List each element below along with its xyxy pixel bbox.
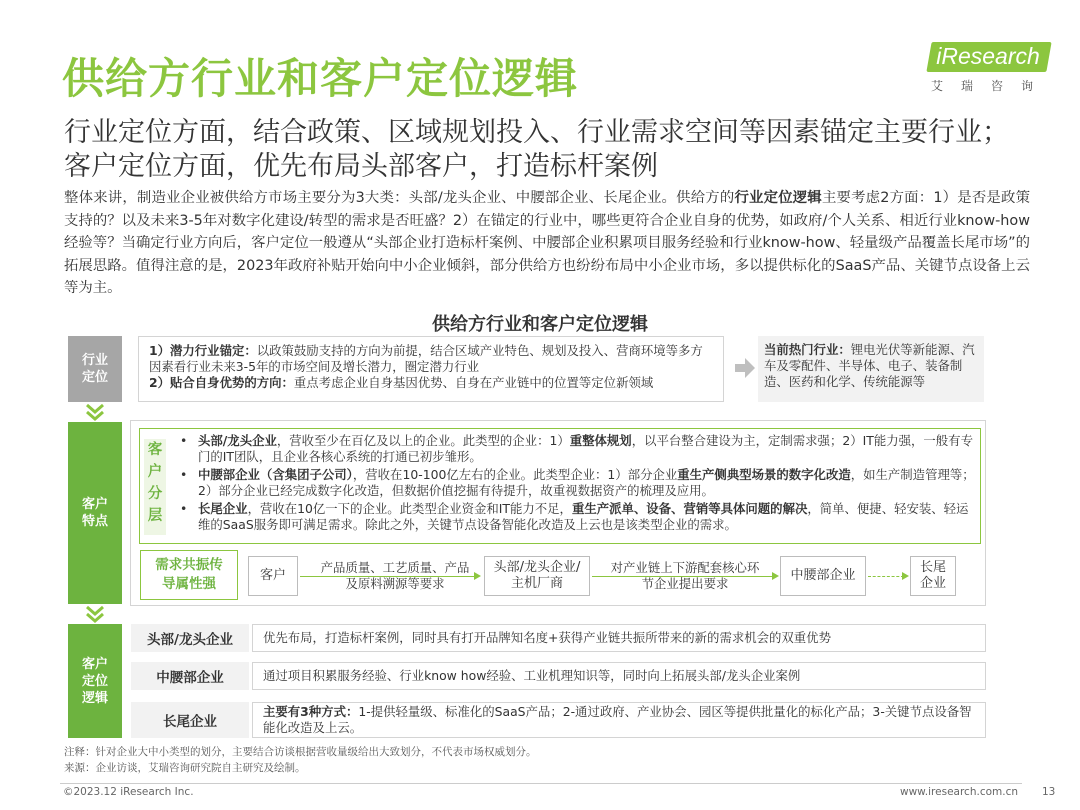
- customer-segmentation-box: [139, 428, 981, 544]
- segment-head-title: 头部/龙头企业: [198, 433, 277, 448]
- chevron-down-icon: [84, 604, 106, 626]
- segment-mid-title: 中腰部企业（含集团子公司）: [198, 467, 353, 482]
- logo-text: iResearch: [936, 43, 1040, 69]
- page-subtitle: 行业定位方面，结合政策、区域规划投入、行业需求空间等因素锚定主要行业；客户定位方面，优先布局头部客户，打造标杆案例: [64, 117, 1009, 182]
- flow-requirement-1: 产品质量、工艺质量、产品及原料溯源等要求: [320, 560, 470, 591]
- arrow-head-icon: [772, 572, 779, 580]
- tag-customer-logic: [68, 624, 122, 738]
- segment-head-text-a: ，营收至少在百亿及以上的企业。此类型的企业：1）: [276, 433, 570, 448]
- segment-tail-title: 长尾企业: [198, 501, 248, 516]
- list-item: [178, 501, 978, 533]
- note-text: 注释：针对企业大中小类型的划分，主要结合访谈根据营收量级给出大致划分，不代表市场权威划分。: [64, 746, 537, 758]
- segment-mid-text-a: ，营收在10-100亿左右的企业。此类型企业：1）部分企业: [352, 467, 678, 482]
- logic-row-label-mid: 中腰部企业: [131, 662, 249, 690]
- segment-tail-text-a: ，营收在10亿一下的企业。此类型企业资金和IT能力不足，: [247, 501, 572, 516]
- footer-copyright: ©2023.12 iResearch Inc.: [63, 786, 194, 798]
- hot-industries-title: 当前热门行业：: [764, 342, 851, 357]
- segment-head-focus: 重整体规划: [569, 433, 632, 448]
- industry-item-1: [149, 343, 713, 375]
- footer-url[interactable]: www.iresearch.com.cn: [900, 786, 1019, 798]
- demand-resonance-label: [140, 550, 238, 600]
- chevron-down-icon: [84, 402, 106, 424]
- flow-connector-2: [592, 576, 772, 577]
- industry-item-1-title: 1）潜力行业锚定：: [149, 343, 257, 358]
- tag-industry-positioning: [68, 336, 122, 402]
- tag-customer-features: [68, 422, 122, 604]
- logic-row-tail-text: 1-提供轻量级、标准化的SaaS产品；2-通过政府、产业协会、园区等提供批量化的标化产品；3-关键节点设备智能化改造及上云。: [263, 704, 972, 735]
- list-item: [178, 433, 978, 465]
- page-title: 供给方行业和客户定位逻辑: [62, 54, 579, 103]
- arrow-head-icon: [474, 572, 481, 580]
- demand-resonance-text: 需求共振传导属性强: [155, 557, 223, 592]
- list-item: [178, 467, 978, 499]
- page-number: 13: [1042, 786, 1056, 798]
- intro-bold: 行业定位逻辑: [734, 190, 822, 206]
- logic-row-label-head: 头部/龙头企业: [131, 624, 249, 652]
- industry-item-1-text: 以政策鼓励支持的方向为前提，结合区域产业特色、规划及投入、营商环境等多方因素看行业未来3-5年的市场空间及增长潜力，圈定潜力行业: [149, 343, 703, 374]
- logic-row-text-head: 优先布局，打造标杆案例，同时具有打开品牌知名度+获得产业链共振所带来的新的需求机会的双重优势: [252, 624, 986, 652]
- logic-row-tail-title: 主要有3种方式：: [263, 704, 359, 719]
- iresearch-logo: [915, 42, 1050, 94]
- customer-layer-label: 客户分层: [144, 439, 166, 535]
- flow-requirement-2: 对产业链上下游配套核心环节企业提出要求: [610, 560, 760, 591]
- segment-mid-text-b: ，如生产制造管理等；2）部分企业已经完成数字化改造，但数据价值挖掘有待提升，故重视数据资产的梳理及应用。: [198, 467, 975, 498]
- hot-industries-box: [758, 336, 984, 402]
- segment-list: [178, 433, 978, 535]
- tag-industry-label: 行业定位: [81, 353, 108, 385]
- intro-paragraph: [64, 187, 1030, 300]
- footer-divider: [60, 783, 1022, 784]
- intro-text-2: 主要考虑2方面：1）是否是政策支持的？以及未来3-5年对数字化建设/转型的需求是否旺盛？2）在锚定的行业中，哪些更符合企业自身的优势，如政府/个人关系、相近行业know-how经验等？当确定行业方向后，客户定位一般遵从“头部企业打造标杆案例、中腰部企业积累项目服务经验和行业know-how、轻量级产品覆盖长尾市场”的拓展思路。值得注意的是，2023年政府补贴开始向中小企业倾斜，部分供给方也纷纷布局中小企业市场，多以提供标化的SaaS产品、关键节点设备上云等为主。: [64, 190, 1030, 296]
- segment-mid-focus: 重生产侧典型场景的数字化改造: [677, 467, 851, 482]
- diagram-title: 供给方行业和客户定位逻辑: [432, 314, 648, 335]
- tag-customer-logic-label: 客户定位逻辑: [81, 656, 108, 706]
- flow-node-mid-enterprise: 中腰部企业: [780, 556, 866, 596]
- hot-industries-text: 锂电光伏等新能源、汽车及零配件、半导体、电子、装备制造、医药和化学、传统能源等: [764, 342, 975, 389]
- arrow-right-icon: [735, 357, 755, 379]
- arrow-head-icon: [902, 572, 909, 580]
- logic-row-text-tail: [252, 702, 986, 738]
- source-text: 来源：企业访谈，艾瑞咨询研究院自主研究及绘制。: [64, 762, 306, 774]
- intro-text-1: 整体来讲，制造业企业被供给方市场主要分为3大类：头部/龙头企业、中腰部企业、长尾企业。供给方的: [64, 190, 735, 206]
- flow-connector-1: [300, 576, 474, 577]
- flow-node-head-enterprise: [484, 556, 590, 596]
- industry-item-2-title: 2）贴合自身优势的方向：: [149, 375, 294, 390]
- flow-node-tail-text: 长尾企业: [919, 560, 946, 591]
- industry-item-2-text: 重点考虑企业自身基因优势、自身在产业链中的位置等定位新领域: [293, 375, 654, 390]
- flow-node-head-text: 头部/龙头企业/主机厂商: [493, 560, 581, 591]
- segment-head-text-b: ，以平台整合建设为主，定制需求强；2）IT能力强，一般有专门的IT团队，且企业各核心系统的打通已初步雏形。: [198, 433, 973, 464]
- flow-node-tail-enterprise: [910, 556, 956, 596]
- industry-positioning-box: [138, 336, 724, 402]
- segment-tail-focus: 重生产派单、设备、营销等具体问题的解决: [571, 501, 808, 516]
- logo-subtext: 艾瑞咨询: [931, 79, 1052, 93]
- flow-connector-3: [868, 576, 904, 577]
- flow-node-customer: 客户: [248, 556, 298, 596]
- industry-item-2: [149, 375, 713, 391]
- logic-row-text-mid: 通过项目积累服务经验、行业know how经验、工业机理知识等，同时向上拓展头部/龙头企业案例: [252, 662, 986, 690]
- tag-customer-features-label: 客户特点: [81, 497, 108, 529]
- logic-row-label-tail: 长尾企业: [131, 702, 249, 738]
- segment-tail-text-b: ，简单、便捷、轻安装、轻运维的SaaS服务即可满足需求。除此之外，关键节点设备智能化改造及上云也是该类型企业的需求。: [198, 501, 969, 532]
